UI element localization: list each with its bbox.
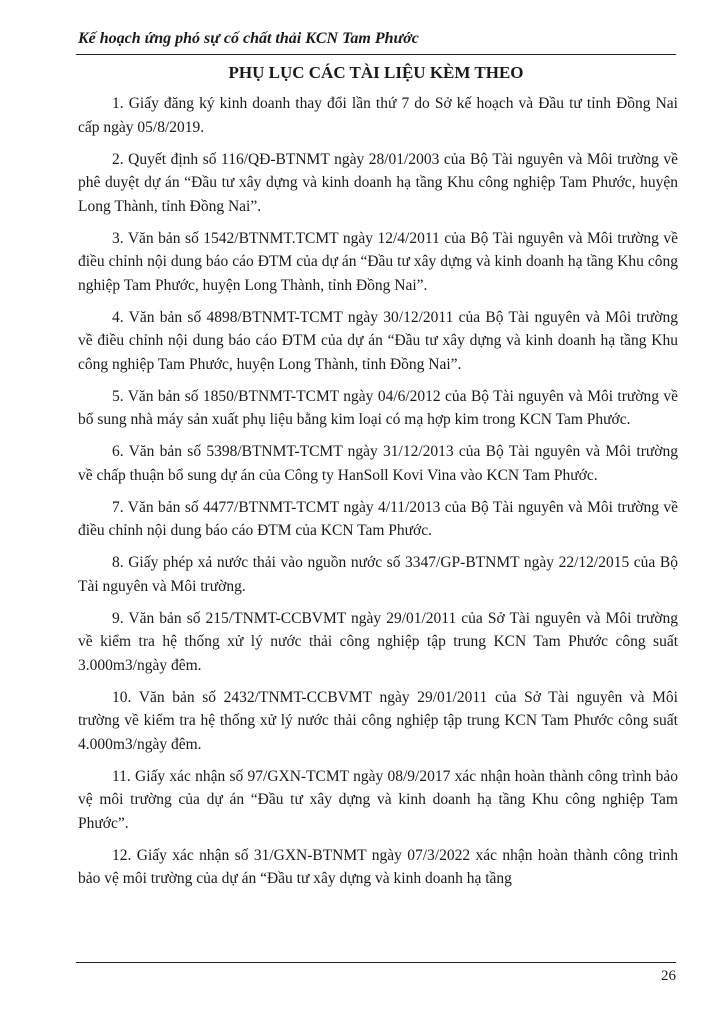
list-item: 2. Quyết định số 116/QĐ-BTNMT ngày 28/01/2003 của Bộ Tài nguyên và Môi trường về phê duyệt dự án “Đầu tư xây dựng và kinh doanh hạ tầng Khu công nghiệp Tam Phước, huyện Long Thành, tỉnh Đồng Nai”. — [78, 150, 678, 215]
attachment-list — [78, 92, 678, 899]
list-item: 5. Văn bản số 1850/BTNMT-TCMT ngày 04/6/2012 của Bộ Tài nguyên và Môi trường về bổ sung nhà máy sản xuất phụ liệu bằng kim loại có mạ hợp kim trong KCN Tam Phước. — [78, 387, 678, 428]
running-header: Kế hoạch ứng phó sự cố chất thải KCN Tam Phước — [78, 30, 419, 47]
list-item: 6. Văn bản số 5398/BTNMT-TCMT ngày 31/12/2013 của Bộ Tài nguyên và Môi trường về chấp thuận bổ sung dự án của Công ty HanSoll Kovi Vina vào KCN Tam Phước. — [78, 443, 678, 484]
list-item: 12. Giấy xác nhận số 31/GXN-BTNMT ngày 07/3/2022 xác nhận hoàn thành công trình bảo vệ môi trường của dự án “Đầu tư xây dựng và kinh doanh hạ tầng — [78, 846, 678, 887]
list-item: 4. Văn bản số 4898/BTNMT-TCMT ngày 30/12/2011 của Bộ Tài nguyên và Môi trường về điều chỉnh nội dung báo cáo ĐTM của dự án “Đầu tư xây dựng và kinh doanh hạ tầng Khu công nghiệp Tam Phước, huyện Long Thành, tỉnh Đồng Nai”. — [78, 308, 678, 373]
page-title: PHỤ LỤC CÁC TÀI LIỆU KÈM THEO — [228, 63, 524, 82]
list-item: 3. Văn bản số 1542/BTNMT.TCMT ngày 12/4/2011 của Bộ Tài nguyên và Môi trường về điều chỉnh nội dung báo cáo ĐTM của dự án “Đầu tư xây dựng và kinh doanh hạ tầng Khu công nghiệp Tam Phước, huyện Long Thành, tỉnh Đồng Nai”. — [78, 229, 678, 294]
list-item: 1. Giấy đăng ký kinh doanh thay đổi lần thứ 7 do Sở kế hoạch và Đầu tư tỉnh Đồng Nai cấp ngày 05/8/2019. — [78, 95, 678, 136]
footer-rule — [76, 962, 676, 963]
header-rule — [76, 54, 676, 55]
list-item: 9. Văn bản số 215/TNMT-CCBVMT ngày 29/01/2011 của Sở Tài nguyên và Môi trường về kiểm tra hệ thống xử lý nước thải công nghiệp tập trung KCN Tam Phước công suất 3.000m3/ngày đêm. — [78, 609, 678, 674]
page-number: 26 — [661, 968, 676, 984]
list-item: 10. Văn bản số 2432/TNMT-CCBVMT ngày 29/01/2011 của Sở Tài nguyên và Môi trường về kiểm tra hệ thống xử lý nước thải công nghiệp tập trung KCN Tam Phước công suất 4.000m3/ngày đêm. — [78, 688, 678, 753]
list-item: 7. Văn bản số 4477/BTNMT-TCMT ngày 4/11/2013 của Bộ Tài nguyên và Môi trường về điều chỉnh nội dung báo cáo ĐTM của KCN Tam Phước. — [78, 498, 678, 539]
list-item: 8. Giấy phép xả nước thải vào nguồn nước số 3347/GP-BTNMT ngày 22/12/2015 của Bộ Tài nguyên và Môi trường. — [78, 554, 678, 595]
list-item: 11. Giấy xác nhận số 97/GXN-TCMT ngày 08/9/2017 xác nhận hoàn thành công trình bảo vệ môi trường của dự án “Đầu tư xây dựng và kinh doanh hạ tầng Khu công nghiệp Tam Phước”. — [78, 767, 678, 832]
